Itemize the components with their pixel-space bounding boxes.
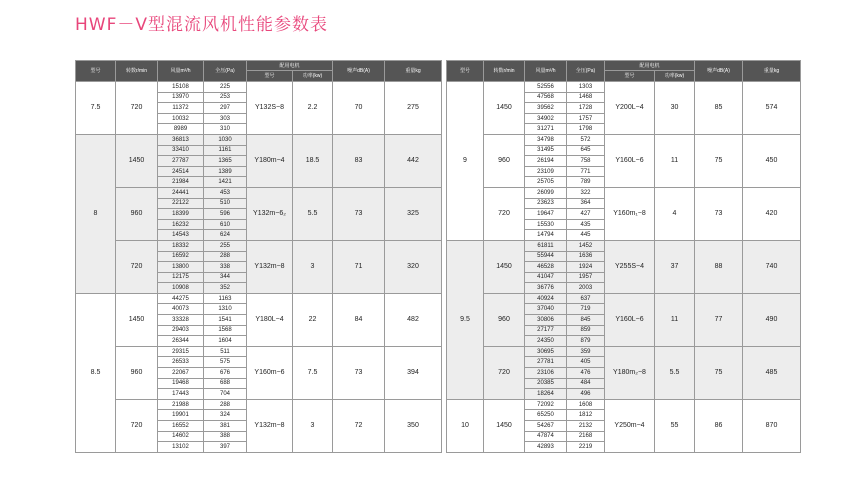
pressure-cell: 397 bbox=[204, 442, 247, 453]
weight-cell: 450 bbox=[743, 134, 801, 187]
noise-cell: 75 bbox=[695, 134, 743, 187]
pressure-cell: 511 bbox=[204, 346, 247, 357]
motor-model-cell: Y160m−6 bbox=[247, 346, 293, 399]
flow-cell: 10908 bbox=[158, 283, 204, 294]
table-row bbox=[447, 82, 801, 93]
flow-cell: 25705 bbox=[525, 177, 567, 188]
header-speed: 转数r/min bbox=[116, 61, 158, 82]
flow-cell: 40073 bbox=[158, 304, 204, 315]
flow-cell: 15530 bbox=[525, 219, 567, 230]
flow-cell: 27787 bbox=[158, 156, 204, 167]
pressure-cell: 364 bbox=[567, 198, 605, 209]
motor-model-cell: Y250m−4 bbox=[605, 399, 655, 452]
pressure-cell: 1310 bbox=[204, 304, 247, 315]
pressure-cell: 758 bbox=[567, 156, 605, 167]
flow-cell: 23106 bbox=[525, 368, 567, 379]
header-motor-model: 型号 bbox=[247, 71, 293, 82]
flow-cell: 19901 bbox=[158, 410, 204, 421]
pressure-cell: 359 bbox=[567, 346, 605, 357]
pressure-cell: 253 bbox=[204, 92, 247, 103]
flow-cell: 61811 bbox=[525, 240, 567, 251]
pressure-cell: 1541 bbox=[204, 315, 247, 326]
pressure-cell: 596 bbox=[204, 209, 247, 220]
pressure-cell: 324 bbox=[204, 410, 247, 421]
pressure-cell: 789 bbox=[567, 177, 605, 188]
pressure-cell: 1604 bbox=[204, 336, 247, 347]
flow-cell: 47874 bbox=[525, 431, 567, 442]
table-row bbox=[76, 399, 442, 410]
weight-cell: 442 bbox=[385, 134, 442, 187]
pressure-cell: 381 bbox=[204, 421, 247, 432]
speed-cell: 720 bbox=[484, 346, 525, 399]
flow-cell: 24350 bbox=[525, 336, 567, 347]
pressure-cell: 405 bbox=[567, 357, 605, 368]
power-cell: 37 bbox=[655, 240, 695, 293]
pressure-cell: 1452 bbox=[567, 240, 605, 251]
header-pressure: 全压(Pa) bbox=[204, 61, 247, 82]
weight-cell: 325 bbox=[385, 187, 442, 240]
flow-cell: 34902 bbox=[525, 113, 567, 124]
pressure-cell: 322 bbox=[567, 187, 605, 198]
speed-cell: 960 bbox=[116, 187, 158, 240]
pressure-cell: 445 bbox=[567, 230, 605, 241]
flow-cell: 10032 bbox=[158, 113, 204, 124]
header-weight: 重量kg bbox=[385, 61, 442, 82]
flow-cell: 18399 bbox=[158, 209, 204, 220]
performance-table-left bbox=[75, 60, 442, 453]
flow-cell: 13800 bbox=[158, 262, 204, 273]
flow-cell: 52556 bbox=[525, 82, 567, 93]
header-motor: 配用电机 bbox=[605, 61, 695, 71]
pressure-cell: 1389 bbox=[204, 166, 247, 177]
flow-cell: 26194 bbox=[525, 156, 567, 167]
header-motor: 配用电机 bbox=[247, 61, 333, 71]
flow-cell: 20385 bbox=[525, 378, 567, 389]
pressure-cell: 719 bbox=[567, 304, 605, 315]
pressure-cell: 845 bbox=[567, 315, 605, 326]
pressure-cell: 225 bbox=[204, 82, 247, 93]
power-cell: 7.5 bbox=[293, 346, 333, 399]
page-title: HWF－V型混流风机性能参数表 bbox=[75, 15, 328, 35]
pressure-cell: 572 bbox=[567, 134, 605, 145]
flow-cell: 65250 bbox=[525, 410, 567, 421]
table-row bbox=[447, 240, 801, 251]
pressure-cell: 2003 bbox=[567, 283, 605, 294]
noise-cell: 73 bbox=[333, 346, 385, 399]
power-cell: 22 bbox=[293, 293, 333, 346]
flow-cell: 17443 bbox=[158, 389, 204, 400]
table-row bbox=[447, 346, 801, 357]
flow-cell: 27781 bbox=[525, 357, 567, 368]
flow-cell: 14794 bbox=[525, 230, 567, 241]
power-cell: 3 bbox=[293, 399, 333, 452]
table-row bbox=[76, 82, 442, 93]
power-cell: 11 bbox=[655, 293, 695, 346]
pressure-cell: 338 bbox=[204, 262, 247, 273]
pressure-cell: 510 bbox=[204, 198, 247, 209]
flow-cell: 46528 bbox=[525, 262, 567, 273]
power-cell: 5.5 bbox=[655, 346, 695, 399]
model-cell: 9.5 bbox=[447, 240, 484, 399]
power-cell: 30 bbox=[655, 82, 695, 135]
pressure-cell: 352 bbox=[204, 283, 247, 294]
pressure-cell: 859 bbox=[567, 325, 605, 336]
flow-cell: 21988 bbox=[158, 399, 204, 410]
header-flow: 风量m³/h bbox=[158, 61, 204, 82]
table-row bbox=[447, 187, 801, 198]
motor-model-cell: Y180m−4 bbox=[247, 134, 293, 187]
weight-cell: 574 bbox=[743, 82, 801, 135]
flow-cell: 34798 bbox=[525, 134, 567, 145]
pressure-cell: 255 bbox=[204, 240, 247, 251]
pressure-cell: 879 bbox=[567, 336, 605, 347]
model-cell: 8.5 bbox=[76, 293, 116, 452]
pressure-cell: 645 bbox=[567, 145, 605, 156]
pressure-cell: 453 bbox=[204, 187, 247, 198]
header-noise: 噪声dB(A) bbox=[695, 61, 743, 82]
flow-cell: 13102 bbox=[158, 442, 204, 453]
table-header bbox=[447, 61, 801, 82]
weight-cell: 320 bbox=[385, 240, 442, 293]
noise-cell: 72 bbox=[333, 399, 385, 452]
pressure-cell: 637 bbox=[567, 293, 605, 304]
flow-cell: 31495 bbox=[525, 145, 567, 156]
pressure-cell: 1608 bbox=[567, 399, 605, 410]
flow-cell: 31271 bbox=[525, 124, 567, 135]
flow-cell: 29315 bbox=[158, 346, 204, 357]
pressure-cell: 1757 bbox=[567, 113, 605, 124]
flow-cell: 40924 bbox=[525, 293, 567, 304]
motor-model-cell: Y132m−8 bbox=[247, 240, 293, 293]
pressure-cell: 688 bbox=[204, 378, 247, 389]
motor-model-cell: Y160m₁−8 bbox=[605, 187, 655, 240]
pressure-cell: 388 bbox=[204, 431, 247, 442]
table-row bbox=[76, 240, 442, 251]
motor-model-cell: Y180m₂−8 bbox=[605, 346, 655, 399]
flow-cell: 22067 bbox=[158, 368, 204, 379]
speed-cell: 1450 bbox=[116, 134, 158, 187]
power-cell: 3 bbox=[293, 240, 333, 293]
pressure-cell: 484 bbox=[567, 378, 605, 389]
flow-cell: 44275 bbox=[158, 293, 204, 304]
flow-cell: 22122 bbox=[158, 198, 204, 209]
pressure-cell: 2132 bbox=[567, 421, 605, 432]
speed-cell: 720 bbox=[116, 82, 158, 135]
pressure-cell: 1568 bbox=[204, 325, 247, 336]
header-motor-model: 型号 bbox=[605, 71, 655, 82]
noise-cell: 73 bbox=[333, 187, 385, 240]
table-row bbox=[76, 346, 442, 357]
pressure-cell: 1161 bbox=[204, 145, 247, 156]
weight-cell: 740 bbox=[743, 240, 801, 293]
motor-model-cell: Y132m−8 bbox=[247, 399, 293, 452]
flow-cell: 26099 bbox=[525, 187, 567, 198]
pressure-cell: 1728 bbox=[567, 103, 605, 114]
pressure-cell: 1798 bbox=[567, 124, 605, 135]
weight-cell: 485 bbox=[743, 346, 801, 399]
motor-model-cell: Y255S−4 bbox=[605, 240, 655, 293]
weight-cell: 350 bbox=[385, 399, 442, 452]
flow-cell: 72092 bbox=[525, 399, 567, 410]
table-row bbox=[76, 187, 442, 198]
speed-cell: 720 bbox=[116, 240, 158, 293]
flow-cell: 36813 bbox=[158, 134, 204, 145]
pressure-cell: 704 bbox=[204, 389, 247, 400]
flow-cell: 14543 bbox=[158, 230, 204, 241]
noise-cell: 83 bbox=[333, 134, 385, 187]
power-cell: 5.5 bbox=[293, 187, 333, 240]
table-body bbox=[76, 82, 442, 453]
flow-cell: 23109 bbox=[525, 166, 567, 177]
pressure-cell: 575 bbox=[204, 357, 247, 368]
power-cell: 4 bbox=[655, 187, 695, 240]
model-cell: 9 bbox=[447, 82, 484, 241]
flow-cell: 21984 bbox=[158, 177, 204, 188]
flow-cell: 55944 bbox=[525, 251, 567, 262]
flow-cell: 16592 bbox=[158, 251, 204, 262]
flow-cell: 23623 bbox=[525, 198, 567, 209]
power-cell: 55 bbox=[655, 399, 695, 452]
table-row bbox=[447, 134, 801, 145]
motor-model-cell: Y200L−4 bbox=[605, 82, 655, 135]
table-row bbox=[76, 134, 442, 145]
power-cell: 18.5 bbox=[293, 134, 333, 187]
pressure-cell: 344 bbox=[204, 272, 247, 283]
model-cell: 10 bbox=[447, 399, 484, 452]
noise-cell: 75 bbox=[695, 346, 743, 399]
weight-cell: 490 bbox=[743, 293, 801, 346]
flow-cell: 16552 bbox=[158, 421, 204, 432]
model-cell: 8 bbox=[76, 134, 116, 293]
pressure-cell: 496 bbox=[567, 389, 605, 400]
pressure-cell: 297 bbox=[204, 103, 247, 114]
weight-cell: 394 bbox=[385, 346, 442, 399]
header-model: 型号 bbox=[447, 61, 484, 82]
flow-cell: 37040 bbox=[525, 304, 567, 315]
speed-cell: 960 bbox=[116, 346, 158, 399]
noise-cell: 85 bbox=[695, 82, 743, 135]
pressure-cell: 2168 bbox=[567, 431, 605, 442]
power-cell: 2.2 bbox=[293, 82, 333, 135]
flow-cell: 47568 bbox=[525, 92, 567, 103]
weight-cell: 870 bbox=[743, 399, 801, 452]
power-cell: 11 bbox=[655, 134, 695, 187]
table-header bbox=[76, 61, 442, 82]
speed-cell: 720 bbox=[484, 187, 525, 240]
flow-cell: 36776 bbox=[525, 283, 567, 294]
noise-cell: 88 bbox=[695, 240, 743, 293]
motor-model-cell: Y160L−6 bbox=[605, 134, 655, 187]
noise-cell: 77 bbox=[695, 293, 743, 346]
flow-cell: 12175 bbox=[158, 272, 204, 283]
pressure-cell: 1636 bbox=[567, 251, 605, 262]
flow-cell: 14602 bbox=[158, 431, 204, 442]
weight-cell: 482 bbox=[385, 293, 442, 346]
pressure-cell: 676 bbox=[204, 368, 247, 379]
speed-cell: 1450 bbox=[484, 240, 525, 293]
header-model: 型号 bbox=[76, 61, 116, 82]
flow-cell: 33328 bbox=[158, 315, 204, 326]
flow-cell: 16232 bbox=[158, 219, 204, 230]
flow-cell: 8989 bbox=[158, 124, 204, 135]
speed-cell: 1450 bbox=[116, 293, 158, 346]
pressure-cell: 1030 bbox=[204, 134, 247, 145]
performance-table-right bbox=[446, 60, 801, 453]
noise-cell: 71 bbox=[333, 240, 385, 293]
flow-cell: 26533 bbox=[158, 357, 204, 368]
pressure-cell: 1163 bbox=[204, 293, 247, 304]
pressure-cell: 288 bbox=[204, 251, 247, 262]
header-weight: 重量kg bbox=[743, 61, 801, 82]
header-noise: 噪声dB(A) bbox=[333, 61, 385, 82]
header-pressure: 全压(Pa) bbox=[567, 61, 605, 82]
speed-cell: 720 bbox=[116, 399, 158, 452]
model-cell: 7.5 bbox=[76, 82, 116, 135]
pressure-cell: 435 bbox=[567, 219, 605, 230]
flow-cell: 42893 bbox=[525, 442, 567, 453]
flow-cell: 41047 bbox=[525, 272, 567, 283]
pressure-cell: 1957 bbox=[567, 272, 605, 283]
motor-model-cell: Y160L−6 bbox=[605, 293, 655, 346]
header-speed: 转数r/min bbox=[484, 61, 525, 82]
noise-cell: 73 bbox=[695, 187, 743, 240]
flow-cell: 26344 bbox=[158, 336, 204, 347]
flow-cell: 54267 bbox=[525, 421, 567, 432]
table-row bbox=[447, 293, 801, 304]
pressure-cell: 310 bbox=[204, 124, 247, 135]
speed-cell: 1450 bbox=[484, 82, 525, 135]
table-row bbox=[76, 293, 442, 304]
motor-model-cell: Y132m−6₂ bbox=[247, 187, 293, 240]
header-power: 功率(kw) bbox=[293, 71, 333, 82]
flow-cell: 29403 bbox=[158, 325, 204, 336]
pressure-cell: 624 bbox=[204, 230, 247, 241]
flow-cell: 30695 bbox=[525, 346, 567, 357]
noise-cell: 86 bbox=[695, 399, 743, 452]
flow-cell: 33410 bbox=[158, 145, 204, 156]
flow-cell: 19468 bbox=[158, 378, 204, 389]
pressure-cell: 610 bbox=[204, 219, 247, 230]
pressure-cell: 476 bbox=[567, 368, 605, 379]
table-row bbox=[447, 399, 801, 410]
pressure-cell: 288 bbox=[204, 399, 247, 410]
speed-cell: 960 bbox=[484, 293, 525, 346]
pressure-cell: 1421 bbox=[204, 177, 247, 188]
noise-cell: 70 bbox=[333, 82, 385, 135]
flow-cell: 39562 bbox=[525, 103, 567, 114]
speed-cell: 1450 bbox=[484, 399, 525, 452]
pressure-cell: 1365 bbox=[204, 156, 247, 167]
pressure-cell: 303 bbox=[204, 113, 247, 124]
motor-model-cell: Y132S−8 bbox=[247, 82, 293, 135]
weight-cell: 420 bbox=[743, 187, 801, 240]
pressure-cell: 2219 bbox=[567, 442, 605, 453]
header-flow: 风量m³/h bbox=[525, 61, 567, 82]
flow-cell: 24441 bbox=[158, 187, 204, 198]
pressure-cell: 771 bbox=[567, 166, 605, 177]
flow-cell: 15108 bbox=[158, 82, 204, 93]
pressure-cell: 427 bbox=[567, 209, 605, 220]
pressure-cell: 1468 bbox=[567, 92, 605, 103]
table-body bbox=[447, 82, 801, 453]
flow-cell: 24514 bbox=[158, 166, 204, 177]
weight-cell: 275 bbox=[385, 82, 442, 135]
flow-cell: 30806 bbox=[525, 315, 567, 326]
motor-model-cell: Y180L−4 bbox=[247, 293, 293, 346]
noise-cell: 84 bbox=[333, 293, 385, 346]
flow-cell: 27177 bbox=[525, 325, 567, 336]
pressure-cell: 1924 bbox=[567, 262, 605, 273]
header-power: 功率(kw) bbox=[655, 71, 695, 82]
flow-cell: 18332 bbox=[158, 240, 204, 251]
flow-cell: 13970 bbox=[158, 92, 204, 103]
flow-cell: 19647 bbox=[525, 209, 567, 220]
flow-cell: 11372 bbox=[158, 103, 204, 114]
pressure-cell: 1303 bbox=[567, 82, 605, 93]
flow-cell: 18264 bbox=[525, 389, 567, 400]
pressure-cell: 1812 bbox=[567, 410, 605, 421]
speed-cell: 960 bbox=[484, 134, 525, 187]
